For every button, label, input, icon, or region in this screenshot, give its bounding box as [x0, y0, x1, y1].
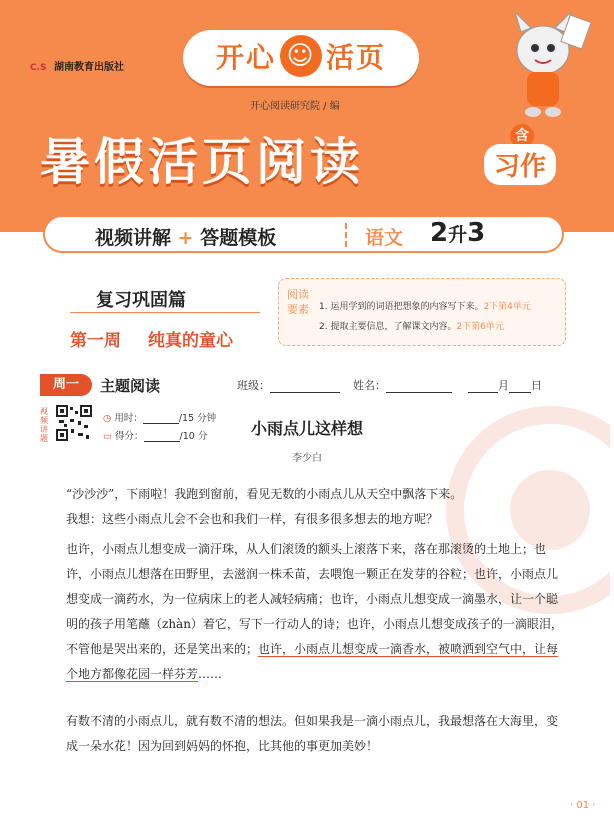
subject: 语文 — [365, 227, 404, 249]
day-title: 主题阅读 — [100, 377, 161, 395]
main-title: 暑假活页阅读 — [40, 133, 364, 191]
brand-left: 开心 — [215, 41, 276, 74]
passage-author: 李少白 — [292, 453, 322, 464]
time-field[interactable]: ◷ 用时： /15 分钟 — [103, 413, 217, 424]
section-review: 复习巩固篇 — [96, 290, 186, 311]
editor-credit: 开心阅读研究院 / 编 — [250, 101, 340, 112]
tagline-bar — [43, 215, 564, 253]
date-field[interactable]: 月 日 — [468, 377, 542, 393]
week-label: 第一周 — [70, 331, 121, 351]
publisher-logo: C.S — [30, 63, 47, 73]
tag-plus: + — [177, 227, 194, 249]
divider — [345, 223, 347, 247]
brand-logo — [183, 30, 419, 86]
grade: 2升3 — [430, 218, 486, 248]
paragraph: 我想：这些小雨点儿会不会也和我们一样，有很多很多想去的地方呢？ — [66, 512, 439, 526]
day-badge: 周一 — [40, 374, 92, 396]
reading-goals-box — [278, 278, 566, 346]
publisher — [30, 58, 124, 73]
passage-title: 小雨点儿这样想 — [250, 419, 363, 438]
sub-title: 习作 — [484, 144, 556, 185]
brand-right: 活页 — [326, 41, 387, 74]
page-number: · 01 · — [570, 800, 596, 811]
highlighted-sentence: 也许，小雨点儿想变成一滴香水，被喷洒到空气中，让每个地方都像花园一样芬芳 — [66, 642, 559, 681]
score-field[interactable]: ▭ 得分： /10 分 — [103, 431, 208, 442]
paragraph: “沙沙沙”，下雨啦！我跑到窗前，看见无数的小雨点儿从天空中飘落下来。 — [66, 487, 463, 501]
class-field[interactable]: 班级： — [237, 377, 340, 393]
divider — [70, 312, 260, 313]
name-field[interactable]: 姓名： — [353, 377, 452, 393]
tag-video: 视频讲解 — [95, 227, 172, 249]
clock-icon: ◷ — [103, 413, 112, 424]
tag-template: 答题模板 — [200, 227, 277, 249]
video-tag: 视频讲题 — [40, 407, 48, 443]
goal-item: 2. 提取主要信息，了解课文内容。2下第6单元 — [319, 322, 504, 332]
sub-title-han: 含 — [510, 124, 534, 148]
paragraph: 也许，小雨点儿想变成一滴汗珠，从人们滚烫的额头上滚落下来，落在那滚烫的土地上；也许，小雨点儿想落在田野里，去滋润一株禾苗，去喂饱一颗正在发芽的谷粒；也许，小雨点儿想变成一滴药水，为一位病床上的老人减轻病痛；也许，小雨点儿想变成一滴墨水，让一个聪明的孩子用笔蘸（zhàn）着它，写下一行动人的诗；也许，小雨点儿想变成孩子的一滴眼泪，不管他是哭出来的，还是笑出来的；也许，小雨点儿想变成一滴香水，被喷洒到空气中，让每个地方都像花园一样芬芳…… — [66, 542, 563, 681]
day-bar — [40, 374, 580, 396]
goal-tag: 阅读要素 — [287, 288, 309, 316]
publisher-name: 湖南教育出版社 — [54, 62, 124, 73]
paragraph: 有数不清的小雨点儿，就有数不清的想法。但如果我是一滴小雨点儿，我最想落在大海里，变成一朵水花！因为回到妈妈的怀抱，比其他的事更加美妙！ — [66, 714, 559, 753]
smile-icon — [280, 35, 322, 77]
goal-item: 1. 运用学到的词语把想象的内容写下来。2下第4单元 — [319, 302, 531, 312]
mascot-icon — [495, 10, 591, 122]
week-theme: 纯真的童心 — [148, 331, 233, 351]
book-icon: ▭ — [103, 431, 112, 442]
